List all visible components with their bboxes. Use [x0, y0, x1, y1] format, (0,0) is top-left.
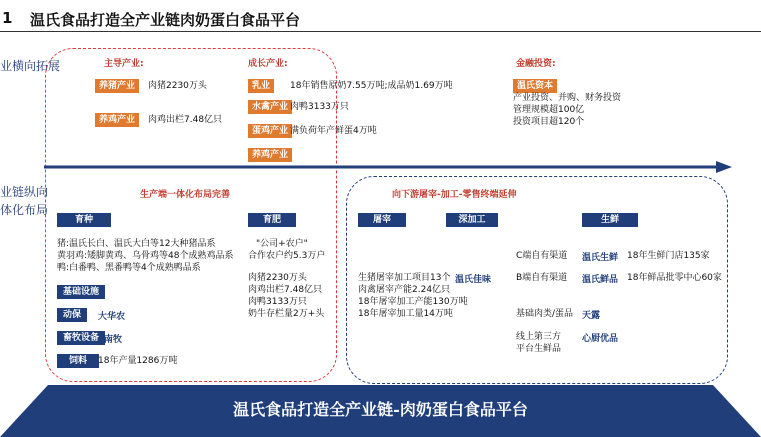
processing-brand: 温氏佳味	[455, 275, 492, 285]
tag-layer-hen: 蛋鸡产业	[248, 124, 292, 138]
slaughter-line-4: 18年屠宰加工量14万吨	[358, 309, 453, 319]
fresh-online-channel-1: 线上第三方	[516, 332, 562, 342]
side-label-horizontal: 业横向拓展	[0, 59, 61, 73]
infrastructure-label: 基础设施	[57, 285, 105, 299]
chicken-industry-text: 肉鸡出栏7.48亿只	[148, 115, 223, 125]
slaughter-line-2: 肉禽屠宰产能2.24亿只	[358, 285, 451, 295]
slaughter-line-3: 18年屠宰加工产能130万吨	[358, 297, 468, 307]
processing-label: 深加工	[446, 213, 498, 227]
feed-label: 饲料	[57, 354, 99, 368]
equipment-brand: 南牧	[104, 335, 123, 345]
fresh-basic-brand: 天露	[582, 311, 601, 321]
page-title: 温氏食品打造全产业链肉奶蛋白食品平台	[30, 11, 301, 29]
layer-hen-text: 满负荷年产鲜蛋4万吨	[290, 126, 377, 136]
fresh-label: 生鲜	[582, 213, 638, 227]
vaccine-brand: 大华农	[98, 312, 126, 322]
tag-waterfowl: 水禽产业	[248, 100, 292, 114]
fresh-b-text: 18年鲜品批零中心60家	[627, 273, 722, 283]
finance-line-2: 管理规模超100亿	[513, 105, 585, 115]
vaccine-label: 动保	[57, 308, 87, 322]
upstream-heading: 生产端一体化布局完善	[140, 190, 231, 200]
bottom-banner-text: 温氏食品打造全产业链-肉奶蛋白食品平台	[233, 400, 528, 419]
fattening-line-1: "公司+农户"	[256, 239, 308, 249]
feed-text: 18年产量1286万吨	[98, 356, 178, 366]
fresh-c-brand: 温氏生鲜	[582, 253, 619, 263]
breeding-line-2: 黄羽鸡:矮脚黄鸡、乌骨鸡等48个成熟鸡品系	[57, 251, 234, 261]
breeding-line-1: 猪:温氏长白、温氏大白等12大种猪品系	[57, 239, 216, 249]
finance-heading: 金融投资:	[516, 59, 556, 69]
fattening-line-7: 奶牛存栏量2万+头	[248, 309, 325, 319]
fattening-line-6: 肉鸭3133万只	[248, 297, 307, 307]
downstream-heading: 向下游屠宰-加工-零售终端延伸	[392, 190, 517, 200]
tag-chicken-industry: 养鸡产业	[95, 113, 139, 127]
fresh-b-channel: B端自有渠道	[516, 273, 568, 283]
dairy-text: 18年销售原奶7.55万吨;成品奶1.69万吨	[290, 81, 453, 91]
fresh-c-channel: C端自有渠道	[516, 251, 568, 261]
tag-pig-industry: 养猪产业	[95, 79, 139, 93]
fresh-c-text: 18年生鲜门店135家	[627, 251, 710, 261]
section-number: 1	[2, 9, 13, 27]
pig-industry-text: 肉猪2230万头	[148, 81, 207, 91]
fresh-basic-channel: 基础肉类/蛋品	[516, 309, 574, 319]
slaughter-label: 屠宰	[358, 213, 406, 227]
tag-chicken-growth: 养鸡产业	[248, 148, 292, 162]
side-label-vertical-2: 体化布局	[0, 203, 49, 217]
fresh-b-brand: 温氏鲜品	[582, 275, 619, 285]
finance-line-3: 投资项目超120个	[513, 117, 585, 127]
growth-industry-heading: 成长产业:	[248, 59, 288, 69]
tag-dairy: 乳业	[248, 79, 274, 93]
fattening-line-5: 肉鸡出栏7.48亿只	[248, 285, 323, 295]
side-label-vertical-1: 业链纵向	[0, 185, 49, 199]
equipment-label: 畜牧设备	[57, 331, 105, 345]
tag-wens-capital: 温氏资本	[513, 79, 557, 93]
breeding-label: 育种	[57, 213, 111, 227]
header-divider	[0, 31, 761, 32]
fattening-label: 育肥	[248, 213, 296, 227]
main-industry-heading: 主导产业:	[104, 59, 144, 69]
fattening-line-2: 合作农户约5.3万户	[248, 251, 326, 261]
slaughter-line-1: 生猪屠宰加工项目13个	[358, 273, 451, 283]
axis-arrow	[44, 160, 734, 174]
waterfowl-text: 肉鸭3133万只	[290, 102, 349, 112]
fattening-line-4: 肉猪2230万头	[248, 273, 307, 283]
breeding-line-3: 鸭:白番鸭、黑番鸭等4个成熟鸭品系	[57, 263, 201, 273]
finance-line-1: 产业投资、并购、财务投资	[513, 93, 622, 103]
fresh-online-channel-2: 平台生鲜品	[516, 344, 562, 354]
fresh-online-brand: 心厨优品	[582, 334, 619, 344]
